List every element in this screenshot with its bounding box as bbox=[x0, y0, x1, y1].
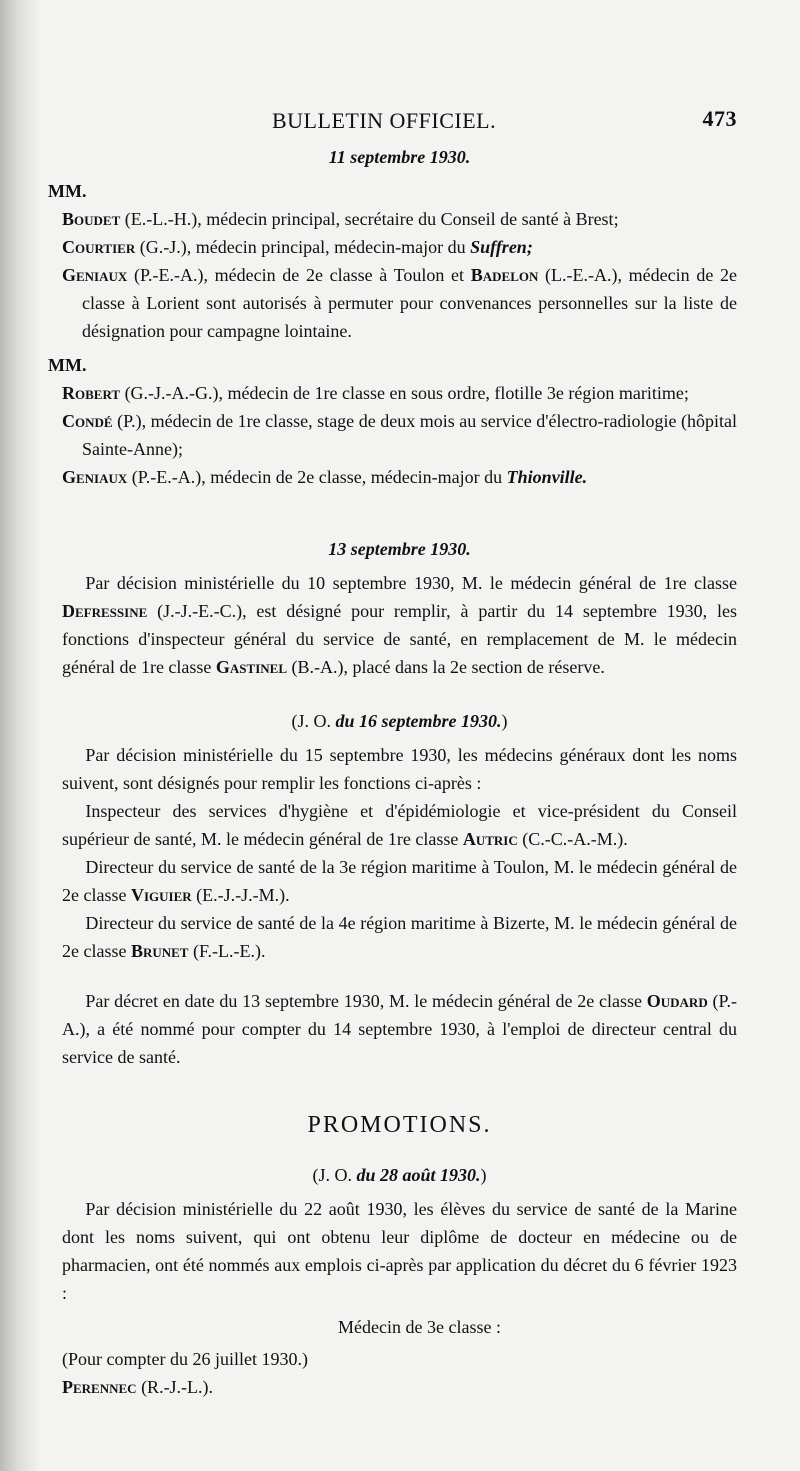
list-item bbox=[62, 205, 737, 233]
person-name: Viguier bbox=[130, 885, 192, 905]
page-edge-shadow bbox=[0, 0, 40, 1471]
person-name: Oudard bbox=[646, 991, 708, 1011]
person-name: Autric bbox=[462, 829, 518, 849]
paragraph-text: Inspecteur des services d'hygiène et d'épidémiologie et vice-président du Conseil supérieur de santé, M. le médecin général de 1re classe bbox=[62, 801, 737, 849]
person-name: Courtier bbox=[62, 237, 136, 257]
person-name: Boudet bbox=[62, 209, 121, 229]
list-item bbox=[62, 379, 737, 407]
ship-name: Thionville. bbox=[506, 467, 588, 487]
paragraph: Par décision ministérielle du 22 août 1930, les élèves du service de santé de la Marine dont les noms suivent, qui ont obtenu leur diplôme de docteur en médecine ou de pharmacien, ont été nommés aux emplois ci-après par application du décret du 6 février 1923 : bbox=[62, 1199, 737, 1303]
entry-text: (L.-E.-A.), médecin de 2e classe à Lorient sont autorisés à permuter pour convenances personnelles sur la liste de désignation pour campagne lointaine. bbox=[82, 265, 737, 341]
person-name: Geniaux bbox=[62, 265, 128, 285]
entry-text: (P.), médecin de 1re classe, stage de deux mois au service d'électro-radiologie (hôpital Sainte-Anne); bbox=[82, 411, 737, 459]
person-name: Perennec bbox=[62, 1377, 137, 1397]
person-name: Geniaux bbox=[62, 467, 128, 487]
entry-text: (P.-E.-A.), médecin de 2e classe, médecin-major du bbox=[127, 467, 507, 487]
paragraph-text: Par décret en date du 13 septembre 1930, M. le médecin général de 2e classe bbox=[85, 991, 647, 1011]
person-name: Brunet bbox=[130, 941, 189, 961]
paragraph bbox=[62, 909, 737, 965]
list-item bbox=[62, 1373, 737, 1401]
header-title: BULLETIN OFFICIEL. bbox=[272, 108, 497, 133]
date-heading: 11 septembre 1930. bbox=[328, 147, 471, 167]
paragraph-text: (F.-L.-E.). bbox=[188, 941, 266, 961]
person-name: Condé bbox=[62, 411, 113, 431]
person-name: Robert bbox=[62, 383, 121, 403]
spacer bbox=[62, 491, 737, 531]
paragraph bbox=[62, 797, 737, 853]
person-name: Badelon bbox=[470, 265, 539, 285]
jo-close: ) bbox=[480, 1165, 487, 1185]
paragraph: Par décision ministérielle du 15 septembre 1930, les médecins généraux dont les noms suivent, sont désignés pour remplir les fonctions ci-après : bbox=[62, 745, 737, 793]
list-item bbox=[62, 233, 737, 261]
paragraph bbox=[62, 853, 737, 909]
journal-officiel-heading bbox=[62, 707, 737, 735]
jo-close: ) bbox=[501, 711, 508, 731]
entry-text: (G.-J.), médecin principal, médecin-major du bbox=[135, 237, 471, 257]
jo-date: du 16 septembre 1930. bbox=[335, 711, 502, 731]
ship-name: Suffren; bbox=[470, 237, 533, 257]
paragraph-text: Directeur du service de santé de la 4e région maritime à Bizerte, M. le médecin général de 2e classe bbox=[62, 913, 737, 961]
paragraph-text: Directeur du service de santé de la 3e région maritime à Toulon, M. le médecin général de 2e classe bbox=[62, 857, 737, 905]
page-number: 473 bbox=[702, 106, 737, 131]
effective-date: (Pour compter du 26 juillet 1930.) bbox=[62, 1349, 308, 1369]
list-item bbox=[62, 261, 737, 345]
spacer bbox=[62, 681, 737, 703]
paragraph bbox=[62, 569, 737, 681]
paragraph-text: (E.-J.-J.-M.). bbox=[191, 885, 290, 905]
list-item bbox=[62, 407, 737, 463]
journal-officiel-heading bbox=[62, 1161, 737, 1189]
section-title: PROMOTIONS. bbox=[307, 1112, 492, 1138]
entry-text: (E.-L.-H.), médecin principal, secrétaire du Conseil de santé à Brest; bbox=[120, 209, 619, 229]
date-heading: 13 septembre 1930. bbox=[328, 539, 471, 559]
person-name: Gastinel bbox=[215, 657, 288, 677]
paragraph bbox=[62, 987, 737, 1071]
entry-text: (R.-J.-L.). bbox=[136, 1377, 214, 1397]
person-name: Defressine bbox=[62, 601, 148, 621]
paragraph-text: (P.-A.), a été nommé pour compter du 14 septembre 1930, à l'emploi de directeur central du service de santé. bbox=[62, 991, 737, 1067]
paragraph-text: (C.-C.-A.-M.). bbox=[517, 829, 628, 849]
entry-text: (G.-J.-A.-G.), médecin de 1re classe en sous ordre, flotille 3e région maritime; bbox=[120, 383, 689, 403]
jo-date: du 28 août 1930. bbox=[356, 1165, 481, 1185]
jo-label: (J. O. bbox=[312, 1165, 357, 1185]
mm-label: MM. bbox=[48, 355, 87, 375]
spacer bbox=[62, 965, 737, 987]
document-page bbox=[48, 95, 737, 1401]
paragraph-text: Par décision ministérielle du 10 septembre 1930, M. le médecin général de 1re classe bbox=[85, 573, 737, 593]
mm-label: MM. bbox=[48, 181, 87, 201]
paragraph-text: (B.-A.), placé dans la 2e section de réserve. bbox=[287, 657, 605, 677]
list-item bbox=[62, 463, 737, 491]
entry-text: (P.-E.-A.), médecin de 2e classe à Toulon et bbox=[127, 265, 471, 285]
paragraph-text: (J.-J.-E.-C.), est désigné pour remplir, à partir du 14 septembre 1930, les fonctions d'inspecteur général du service de santé, en remplacement de M. le médecin général de 1re classe bbox=[62, 601, 737, 677]
running-header bbox=[62, 95, 737, 133]
grade-heading: Médecin de 3e classe : bbox=[338, 1317, 501, 1337]
jo-label: (J. O. bbox=[291, 711, 336, 731]
